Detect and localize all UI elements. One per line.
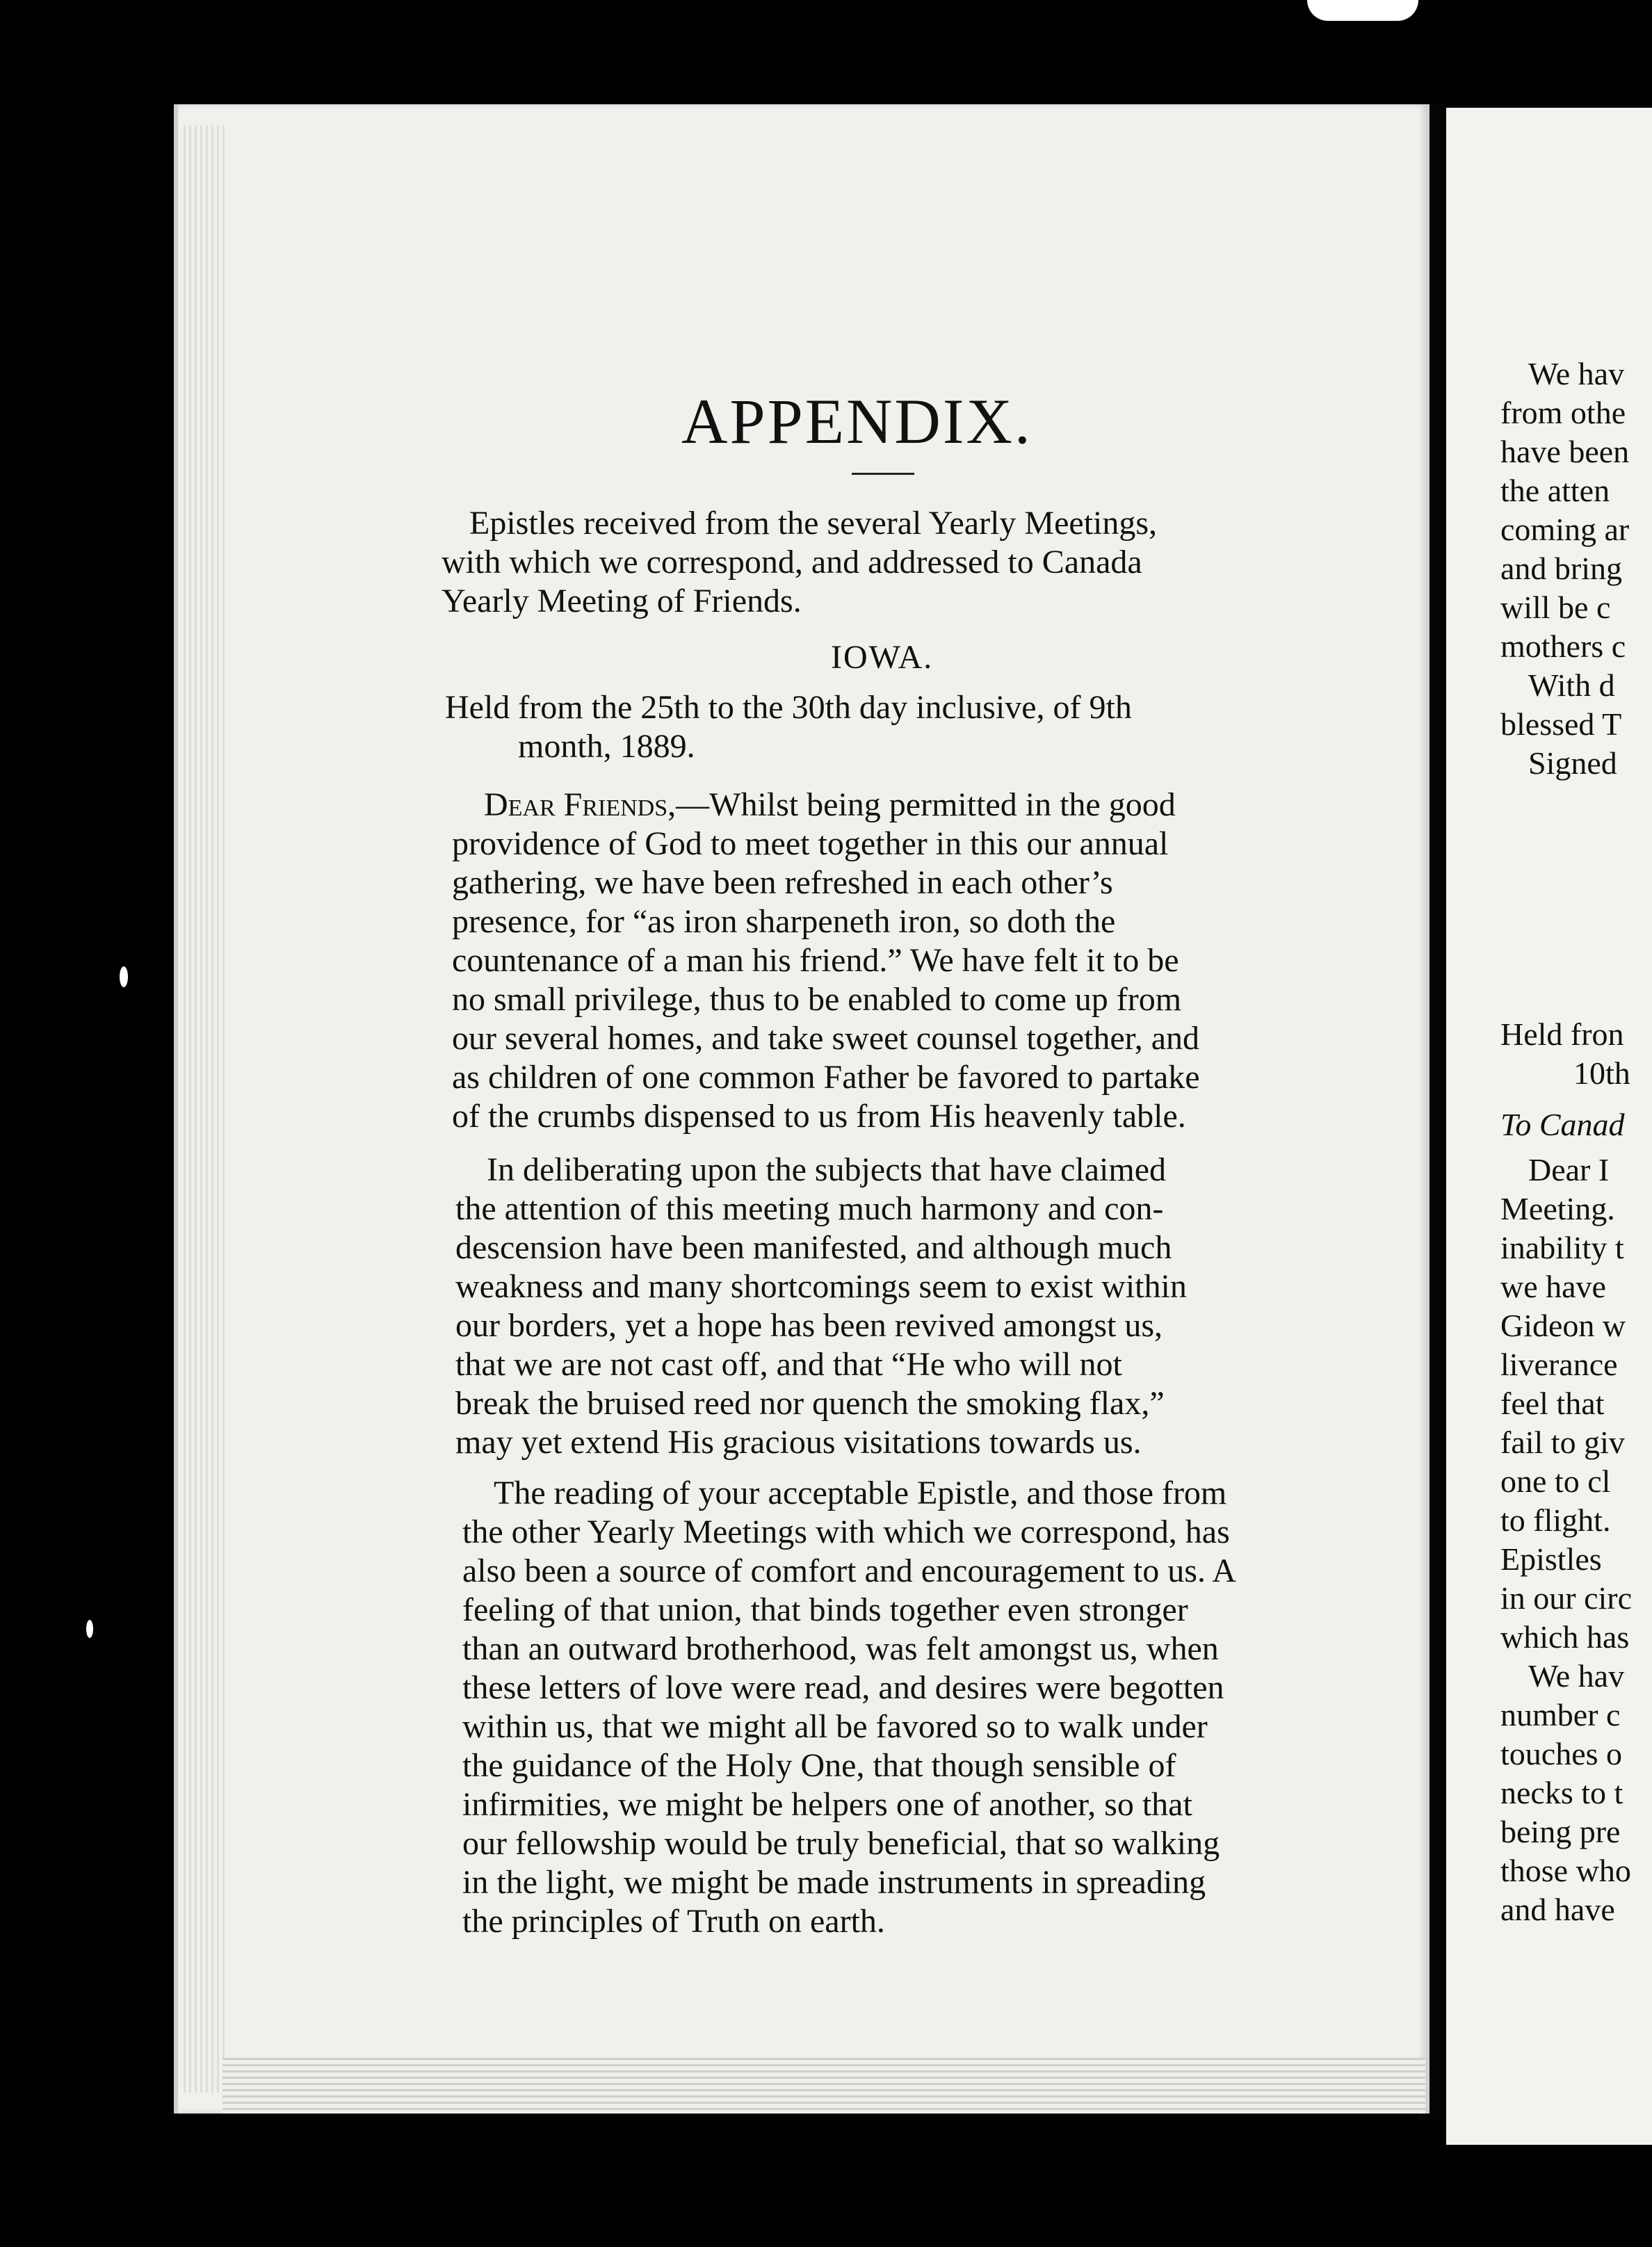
text-line: infirmities, we might be helpers one of another, so that (462, 1786, 1192, 1823)
text-line: the other Yearly Meetings with which we correspond, has (462, 1514, 1230, 1550)
text-line: we have (1500, 1269, 1606, 1304)
text-line: one to cl (1500, 1463, 1611, 1499)
text-line: fail to giv (1500, 1425, 1625, 1460)
text-line: Yearly Meeting of Friends. (442, 583, 802, 619)
text-line: break the bruised reed nor quench the smoking flax,” (455, 1385, 1165, 1422)
text-line: 10th (1573, 1055, 1630, 1091)
text-line: with which we correspond, and addressed to Canada (442, 544, 1142, 581)
text-line: Held from the 25th to the 30th day inclusive, of 9th (445, 689, 1132, 726)
text-line: countenance of a man his friend.” We have felt it to be (452, 942, 1179, 979)
text-line: touches o (1500, 1736, 1623, 1771)
text-line: blessed T (1500, 706, 1622, 742)
text-line: Signed (1528, 745, 1617, 781)
text-line: our several homes, and take sweet counsel together, and (452, 1020, 1200, 1057)
text-line: and bring (1500, 551, 1623, 586)
text-line: within us, that we might all be favored so to walk under (462, 1708, 1208, 1745)
text-line: have been (1500, 434, 1630, 469)
text-line: our fellowship would be truly beneficial, that so walking (462, 1825, 1220, 1862)
text-line: With d (1528, 667, 1615, 703)
text-line: liverance (1500, 1347, 1618, 1382)
text-line: Meeting. (1500, 1191, 1615, 1226)
text-line: providence of God to meet together in this our annual (452, 825, 1169, 862)
appendix-title: APPENDIX. (681, 386, 1032, 457)
text-line: may yet extend His gracious visitations towards us. (455, 1424, 1142, 1461)
right-italic-line: To Canad (1500, 1107, 1625, 1142)
text-line: inability t (1500, 1230, 1624, 1265)
text-line: the principles of Truth on earth. (462, 1903, 885, 1940)
text-line: the attention of this meeting much harmony and con- (455, 1190, 1164, 1227)
scan-speck (86, 1620, 93, 1638)
text-line: of the crumbs dispensed to us from His heavenly table. (452, 1098, 1186, 1135)
right-page-fragment (1446, 108, 1652, 2145)
text-line: Dear I (1528, 1152, 1610, 1187)
text-line: In deliberating upon the subjects that have claimed (487, 1151, 1167, 1188)
scan-speck (120, 966, 128, 987)
text-line: will be c (1500, 590, 1611, 625)
text-line: being pre (1500, 1814, 1621, 1849)
text-line: coming ar (1500, 512, 1630, 547)
text-line: mothers c (1500, 628, 1626, 664)
text-line (484, 786, 1176, 825)
text-line: the atten (1500, 473, 1610, 508)
text-line: also been a source of comfort and encouragement to us. A (462, 1552, 1236, 1589)
page-bottom-edge (222, 2058, 1425, 2114)
text-line: number c (1500, 1697, 1621, 1733)
paragraph-line-text: —Whilst being permitted in the good (676, 786, 1176, 823)
text-line: feeling of that union, that binds together even stronger (462, 1591, 1188, 1628)
text-line: The reading of your acceptable Epistle, and those from (494, 1475, 1227, 1511)
text-line: month, 1889. (518, 728, 695, 765)
salutation: Dear Friends, (484, 786, 677, 823)
text-line: to flight. (1500, 1502, 1611, 1538)
text-line: these letters of love were read, and desires were begotten (462, 1669, 1224, 1706)
text-line: as children of one common Father be favored to partake (452, 1059, 1200, 1096)
text-line: the guidance of the Holy One, that though sensible of (462, 1747, 1176, 1784)
text-line: in the light, we might be made instruments in spreading (462, 1864, 1206, 1901)
text-line: from othe (1500, 395, 1626, 430)
text-line: We hav (1528, 356, 1625, 391)
page-edge-stack (184, 125, 225, 2093)
text-line: descension have been manifested, and although much (455, 1229, 1172, 1266)
text-line: We hav (1528, 1658, 1625, 1694)
text-line: weakness and many shortcomings seem to exist within (455, 1268, 1187, 1305)
text-line: which has (1500, 1619, 1630, 1655)
title-rule (852, 473, 914, 475)
text-line: our borders, yet a hope has been revived amongst us, (455, 1307, 1163, 1344)
text-line: in our circ (1500, 1580, 1633, 1616)
text-line: feel that (1500, 1386, 1605, 1421)
text-line: those who (1500, 1853, 1631, 1888)
text-line: Epistles (1500, 1541, 1602, 1577)
section-heading: IOWA. (831, 639, 934, 676)
text-line: that we are not cast off, and that “He who will not (455, 1346, 1122, 1383)
text-line: Held fron (1500, 1016, 1624, 1052)
scan-speck (1307, 0, 1418, 21)
text-line: necks to t (1500, 1775, 1623, 1810)
text-line: no small privilege, thus to be enabled to come up from (452, 981, 1182, 1018)
text-line: than an outward brotherhood, was felt amongst us, when (462, 1630, 1219, 1667)
text-line: gathering, we have been refreshed in each other’s (452, 864, 1113, 901)
text-line: Gideon w (1500, 1308, 1626, 1343)
text-line: and have (1500, 1892, 1615, 1927)
text-line: Epistles received from the several Yearly Meetings, (469, 505, 1158, 542)
text-line: presence, for “as iron sharpeneth iron, so doth the (452, 903, 1116, 940)
